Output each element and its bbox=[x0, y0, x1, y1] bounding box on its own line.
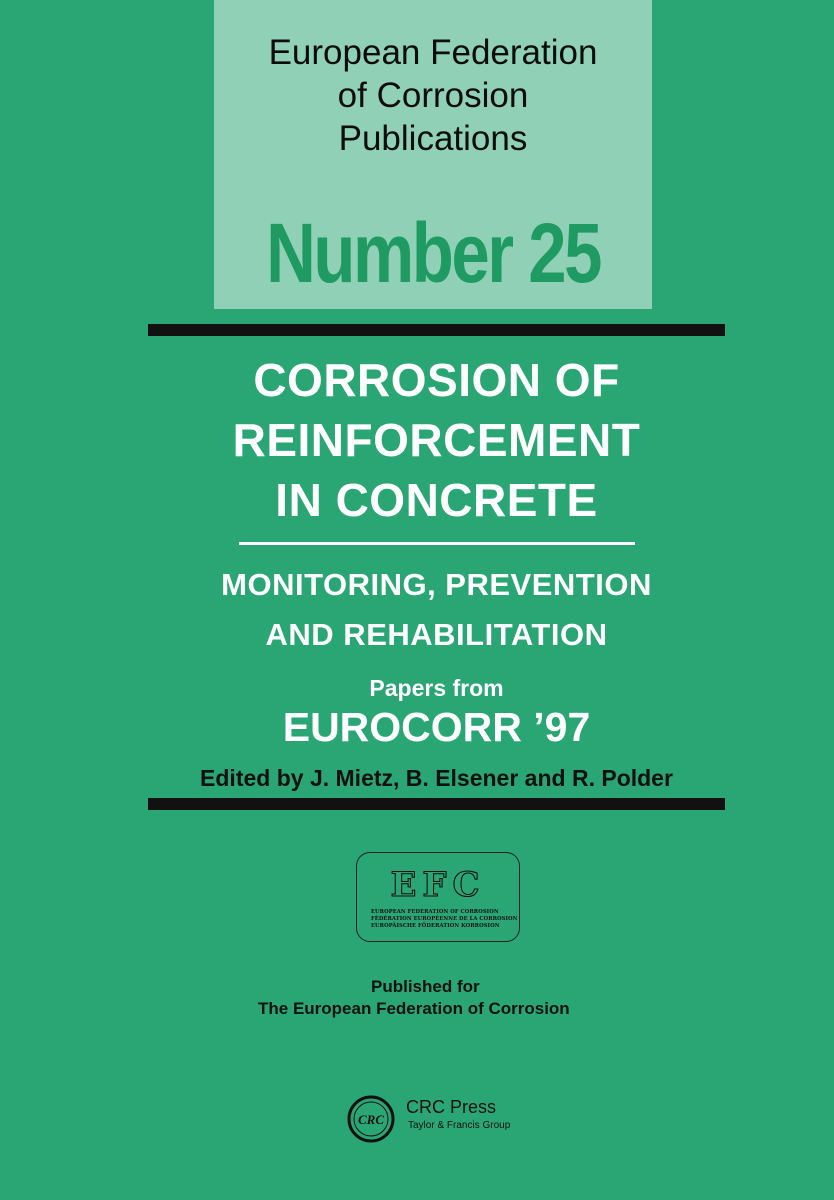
conference-name: EUROCORR ’97 bbox=[282, 704, 591, 750]
book-subtitle bbox=[148, 560, 725, 660]
efc-logo bbox=[356, 852, 520, 942]
efc-mark-text: EFC bbox=[390, 865, 486, 903]
published-for-line-2: The European Federation of Corrosion bbox=[258, 999, 570, 1018]
efc-line-french: FÉDÉRATION EUROPÉENNE DE LA CORROSION bbox=[371, 916, 518, 922]
publisher-group: Taylor & Francis Group bbox=[408, 1120, 511, 1131]
title-underline bbox=[239, 542, 635, 545]
crc-circle-icon bbox=[346, 1094, 396, 1144]
subtitle-line-1: MONITORING, PREVENTION bbox=[221, 567, 652, 602]
title-line-3: IN CONCRETE bbox=[275, 474, 598, 526]
crc-mark-text: CRC bbox=[357, 1112, 385, 1127]
book-title bbox=[148, 350, 725, 530]
publisher-name: CRC Press bbox=[406, 1097, 497, 1117]
series-title bbox=[214, 31, 652, 160]
bottom-divider bbox=[148, 798, 725, 810]
title-line-1: CORROSION OF bbox=[253, 354, 620, 406]
published-for bbox=[258, 976, 678, 1020]
efc-line-english: EUROPEAN FEDERATION OF CORROSION bbox=[371, 909, 499, 915]
series-number: Number 25 bbox=[266, 206, 600, 300]
subtitle-line-2: AND REHABILITATION bbox=[265, 617, 608, 652]
series-title-line-3: Publications bbox=[338, 119, 528, 158]
editors-line: Edited by J. Mietz, B. Elsener and R. Polder bbox=[200, 765, 673, 791]
papers-from-label: Papers from bbox=[369, 675, 504, 701]
series-title-line-2: of Corrosion bbox=[337, 76, 529, 115]
series-box bbox=[214, 0, 652, 309]
published-for-line-1: Published for bbox=[371, 977, 480, 996]
series-title-line-1: European Federation bbox=[268, 33, 598, 72]
top-divider bbox=[148, 324, 725, 336]
efc-mark-icon bbox=[373, 865, 503, 903]
efc-line-german: EUROPÄISCHE FÖDERATION KORROSION bbox=[371, 923, 500, 929]
crc-press-logo bbox=[346, 1094, 566, 1144]
title-line-2: REINFORCEMENT bbox=[232, 414, 641, 466]
